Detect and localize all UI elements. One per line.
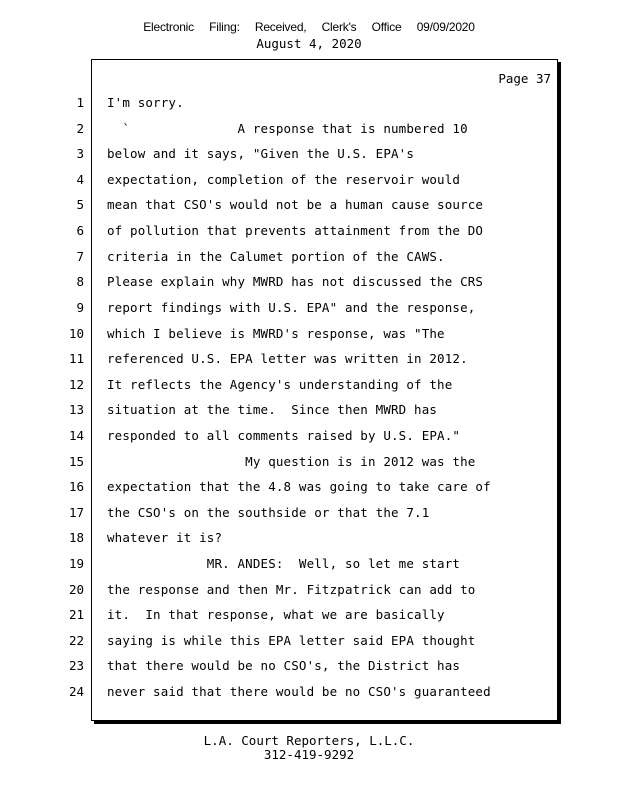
transcript-line: situation at the time. Since then MWRD has (107, 402, 438, 417)
line-number: 14 (68, 428, 84, 443)
transcript-line: expectation, completion of the reservoir would (107, 172, 461, 187)
line-number: 4 (76, 172, 84, 187)
line-number: 18 (68, 530, 84, 545)
line-number: 13 (68, 402, 84, 417)
court-reporter-phone: 312-419-9292 (263, 747, 355, 762)
transcript-line: referenced U.S. EPA letter was written in 2012. (107, 351, 468, 366)
line-number: 16 (68, 479, 84, 494)
hearing-date: August 4, 2020 (256, 36, 362, 51)
filing-stamp-word: Office (371, 20, 402, 34)
line-number: 24 (68, 684, 84, 699)
transcript-line: the CSO's on the southside or that the 7.1 (107, 505, 430, 520)
transcript-line: it. In that response, what we are basically (107, 607, 445, 622)
line-number: 17 (68, 505, 84, 520)
line-number: 20 (68, 582, 84, 597)
transcript-line: report findings with U.S. EPA" and the response, (107, 300, 476, 315)
line-number: 22 (68, 633, 84, 648)
line-number: 23 (68, 658, 84, 673)
transcript-line: ` A response that is numbered 10 (107, 121, 468, 136)
transcript-line: that there would be no CSO's, the District has (107, 658, 461, 673)
transcript-line: below and it says, "Given the U.S. EPA's (107, 146, 415, 161)
transcript-line: MR. ANDES: Well, so let me start (107, 556, 461, 571)
filing-stamp-word: Filing: (209, 20, 240, 34)
line-number: 5 (76, 197, 84, 212)
line-number: 3 (76, 146, 84, 161)
transcript-line: expectation that the 4.8 was going to take care of (107, 479, 491, 494)
line-number: 1 (76, 95, 84, 110)
filing-stamp (0, 20, 618, 34)
transcript-line: whatever it is? (107, 530, 223, 545)
transcript-line: Please explain why MWRD has not discussed the CRS (107, 274, 484, 289)
line-number: 8 (76, 274, 84, 289)
line-number: 11 (68, 351, 84, 366)
line-number: 12 (68, 377, 84, 392)
filing-stamp-word: Clerk's (321, 20, 357, 34)
line-number: 2 (76, 121, 84, 136)
line-number: 19 (68, 556, 84, 571)
transcript-line: of pollution that prevents attainment from the DO (107, 223, 484, 238)
transcript-line: never said that there would be no CSO's guaranteed (107, 684, 491, 699)
line-number: 21 (68, 607, 84, 622)
transcript-line: I'm sorry. (107, 95, 184, 110)
filing-stamp-word: Electronic (143, 20, 194, 34)
line-number: 9 (76, 300, 84, 315)
filing-stamp-date: 09/09/2020 (416, 20, 475, 34)
line-number: 10 (68, 326, 84, 341)
transcript-line: criteria in the Calumet portion of the CAWS. (107, 249, 445, 264)
transcript-line: responded to all comments raised by U.S. EPA." (107, 428, 461, 443)
transcript-line: My question is in 2012 was the (107, 454, 476, 469)
court-reporter-company: L.A. Court Reporters, L.L.C. (203, 733, 415, 748)
filing-stamp-word: Received, (254, 20, 307, 34)
page-number: Page 37 (498, 71, 551, 86)
line-number: 7 (76, 249, 84, 264)
transcript-line: saying is while this EPA letter said EPA thought (107, 633, 476, 648)
transcript-line: the response and then Mr. Fitzpatrick can add to (107, 582, 476, 597)
line-number: 6 (76, 223, 84, 238)
transcript-line: mean that CSO's would not be a human cause source (107, 197, 484, 212)
transcript-line: It reflects the Agency's understanding of the (107, 377, 453, 392)
transcript-line: which I believe is MWRD's response, was "The (107, 326, 445, 341)
line-number: 15 (68, 454, 84, 469)
